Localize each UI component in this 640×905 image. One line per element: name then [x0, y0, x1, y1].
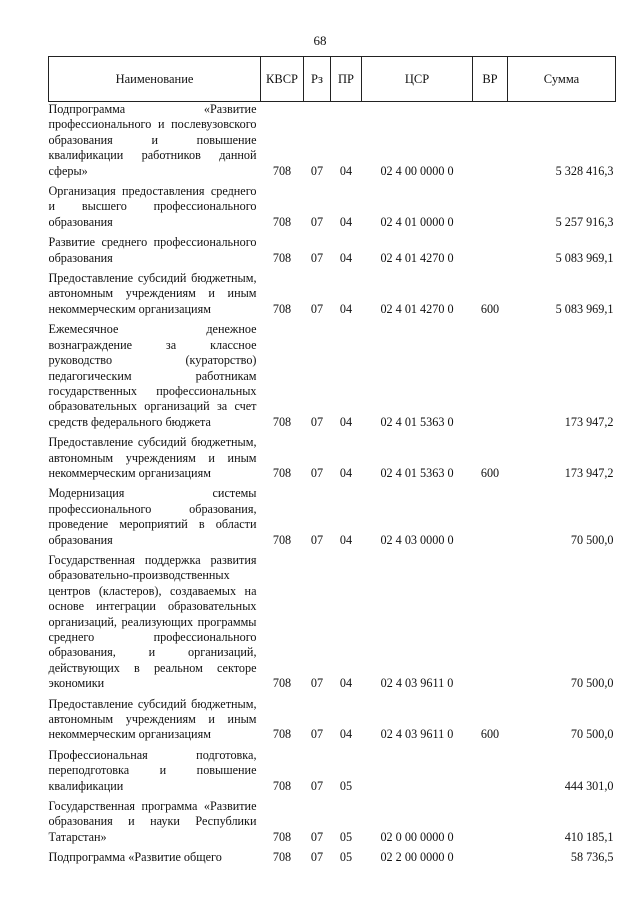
cell-pr: 04: [339, 532, 353, 547]
cell-kvsr: 708: [272, 414, 292, 429]
cell-csr: 02 2 00 0000 0: [380, 850, 454, 865]
cell-kvsr: 708: [272, 778, 292, 793]
table-row: [49, 486, 616, 553]
cell-csr: 02 4 01 4270 0: [380, 301, 454, 316]
cell-rz: 07: [310, 163, 324, 178]
cell-csr: 02 4 01 4270 0: [380, 250, 454, 265]
table-row: [49, 235, 616, 271]
cell-pr: 04: [339, 301, 353, 316]
cell-pr: 04: [339, 727, 353, 742]
table-row: [49, 697, 616, 748]
cell-rz: 07: [310, 532, 324, 547]
cell-vr: [473, 322, 508, 435]
cell-rz: 07: [310, 414, 324, 429]
cell-sum: 5 083 969,1: [555, 250, 614, 265]
cell-pr: 04: [339, 465, 353, 480]
cell-name: Развитие среднего профессионального образования: [48, 235, 257, 265]
cell-csr: 02 4 01 5363 0: [380, 414, 454, 429]
cell-csr: [362, 748, 473, 799]
cell-pr: 05: [339, 850, 353, 865]
table-row: [49, 102, 616, 185]
cell-kvsr: 708: [272, 465, 292, 480]
cell-sum: 58 736,5: [570, 850, 614, 865]
cell-rz: 07: [310, 465, 324, 480]
cell-kvsr: 708: [272, 727, 292, 742]
table-row: [49, 850, 616, 870]
cell-vr: 600: [480, 301, 500, 316]
cell-sum: 70 500,0: [570, 727, 614, 742]
table-row: [49, 435, 616, 486]
cell-csr: 02 4 03 9611 0: [380, 676, 454, 691]
cell-sum: 173 947,2: [564, 414, 614, 429]
cell-name: Ежемесячное денежное вознаграждение за классное руководство (кураторство) педагогическим работникам государственных профессиональных образовательных организаций за счет средств федерального бюджета: [48, 322, 257, 429]
cell-name: Государственная программа «Развитие образования и науки Республики Татарстан»: [48, 799, 257, 844]
cell-name: Предоставление субсидий бюджетным, автономным учреждениям и иным некоммерческим организациям: [48, 271, 257, 316]
header-rz: Рз: [304, 57, 331, 102]
header-vr: ВР: [473, 57, 508, 102]
cell-sum: 70 500,0: [570, 676, 614, 691]
cell-name: Предоставление субсидий бюджетным, автономным учреждениям и иным некоммерческим организациям: [48, 435, 257, 480]
cell-rz: 07: [310, 727, 324, 742]
cell-vr: [473, 553, 508, 697]
cell-rz: 07: [310, 676, 324, 691]
cell-kvsr: 708: [272, 829, 292, 844]
cell-csr: 02 0 00 0000 0: [380, 829, 454, 844]
cell-csr: 02 4 01 0000 0: [380, 214, 454, 229]
cell-sum: 410 185,1: [564, 829, 614, 844]
cell-pr: 05: [339, 829, 353, 844]
cell-name: Подпрограмма «Развитие общего: [48, 850, 222, 865]
cell-sum: 444 301,0: [564, 778, 614, 793]
table-row: [49, 322, 616, 435]
cell-name: Организация предоставления среднего и высшего профессионального образования: [48, 184, 257, 229]
cell-vr: [473, 748, 508, 799]
cell-sum: 173 947,2: [564, 465, 614, 480]
cell-sum: 5 328 416,3: [555, 163, 614, 178]
cell-kvsr: 708: [272, 163, 292, 178]
table-row: [49, 748, 616, 799]
cell-vr: [473, 102, 508, 185]
cell-kvsr: 708: [272, 214, 292, 229]
cell-pr: 05: [339, 778, 353, 793]
cell-name: Предоставление субсидий бюджетным, автономным учреждениям и иным некоммерческим организациям: [48, 696, 257, 742]
cell-vr: [473, 184, 508, 235]
cell-rz: 07: [310, 850, 324, 865]
cell-kvsr: 708: [272, 850, 292, 865]
cell-kvsr: 708: [272, 676, 292, 691]
cell-pr: 04: [339, 676, 353, 691]
cell-vr: [473, 850, 508, 870]
header-pr: ПР: [331, 57, 362, 102]
header-row: [49, 57, 616, 102]
budget-table: [48, 56, 616, 871]
table-row: [49, 271, 616, 322]
cell-vr: [473, 486, 508, 553]
cell-kvsr: 708: [272, 250, 292, 265]
cell-csr: 02 4 03 9611 0: [380, 727, 454, 742]
cell-name: Государственная поддержка развития образовательно-производственных центров (кластеров), создаваемых на основе интеграции образовательных организаций, реализующих программы среднего профессионального образования, и организаций, действующих в реальном секторе экономики: [48, 552, 257, 691]
cell-vr: 600: [480, 465, 500, 480]
cell-rz: 07: [310, 250, 324, 265]
table-header: [49, 57, 616, 102]
cell-vr: 600: [480, 727, 500, 742]
header-name: Наименование: [49, 57, 261, 102]
header-sum: Сумма: [508, 57, 616, 102]
cell-kvsr: 708: [272, 301, 292, 316]
cell-rz: 07: [310, 829, 324, 844]
cell-sum: 5 083 969,1: [555, 301, 614, 316]
cell-rz: 07: [310, 301, 324, 316]
cell-rz: 07: [310, 778, 324, 793]
table-row: [49, 184, 616, 235]
cell-csr: 02 4 00 0000 0: [380, 163, 454, 178]
cell-name: Профессиональная подготовка, переподготовка и повышение квалификации: [48, 747, 257, 793]
cell-vr: [473, 799, 508, 850]
cell-csr: 02 4 03 0000 0: [380, 532, 454, 547]
cell-vr: [473, 235, 508, 271]
table-row: [49, 553, 616, 697]
cell-csr: 02 4 01 5363 0: [380, 465, 454, 480]
page-number: 68: [313, 33, 327, 48]
table-body: [49, 102, 616, 871]
cell-name: Модернизация системы профессионального образования, проведение мероприятий в области образования: [48, 486, 257, 547]
cell-name: Подпрограмма «Развитие профессионального и послевузовского образования и повышение квалификации работников данной сферы»: [48, 102, 257, 178]
cell-pr: 04: [339, 250, 353, 265]
table-row: [49, 799, 616, 850]
cell-rz: 07: [310, 214, 324, 229]
header-kvsr: КВСР: [261, 57, 304, 102]
header-csr: ЦСР: [362, 57, 473, 102]
cell-pr: 04: [339, 214, 353, 229]
cell-sum: 70 500,0: [570, 532, 614, 547]
cell-sum: 5 257 916,3: [555, 214, 614, 229]
cell-pr: 04: [339, 414, 353, 429]
cell-pr: 04: [339, 163, 353, 178]
cell-kvsr: 708: [272, 532, 292, 547]
